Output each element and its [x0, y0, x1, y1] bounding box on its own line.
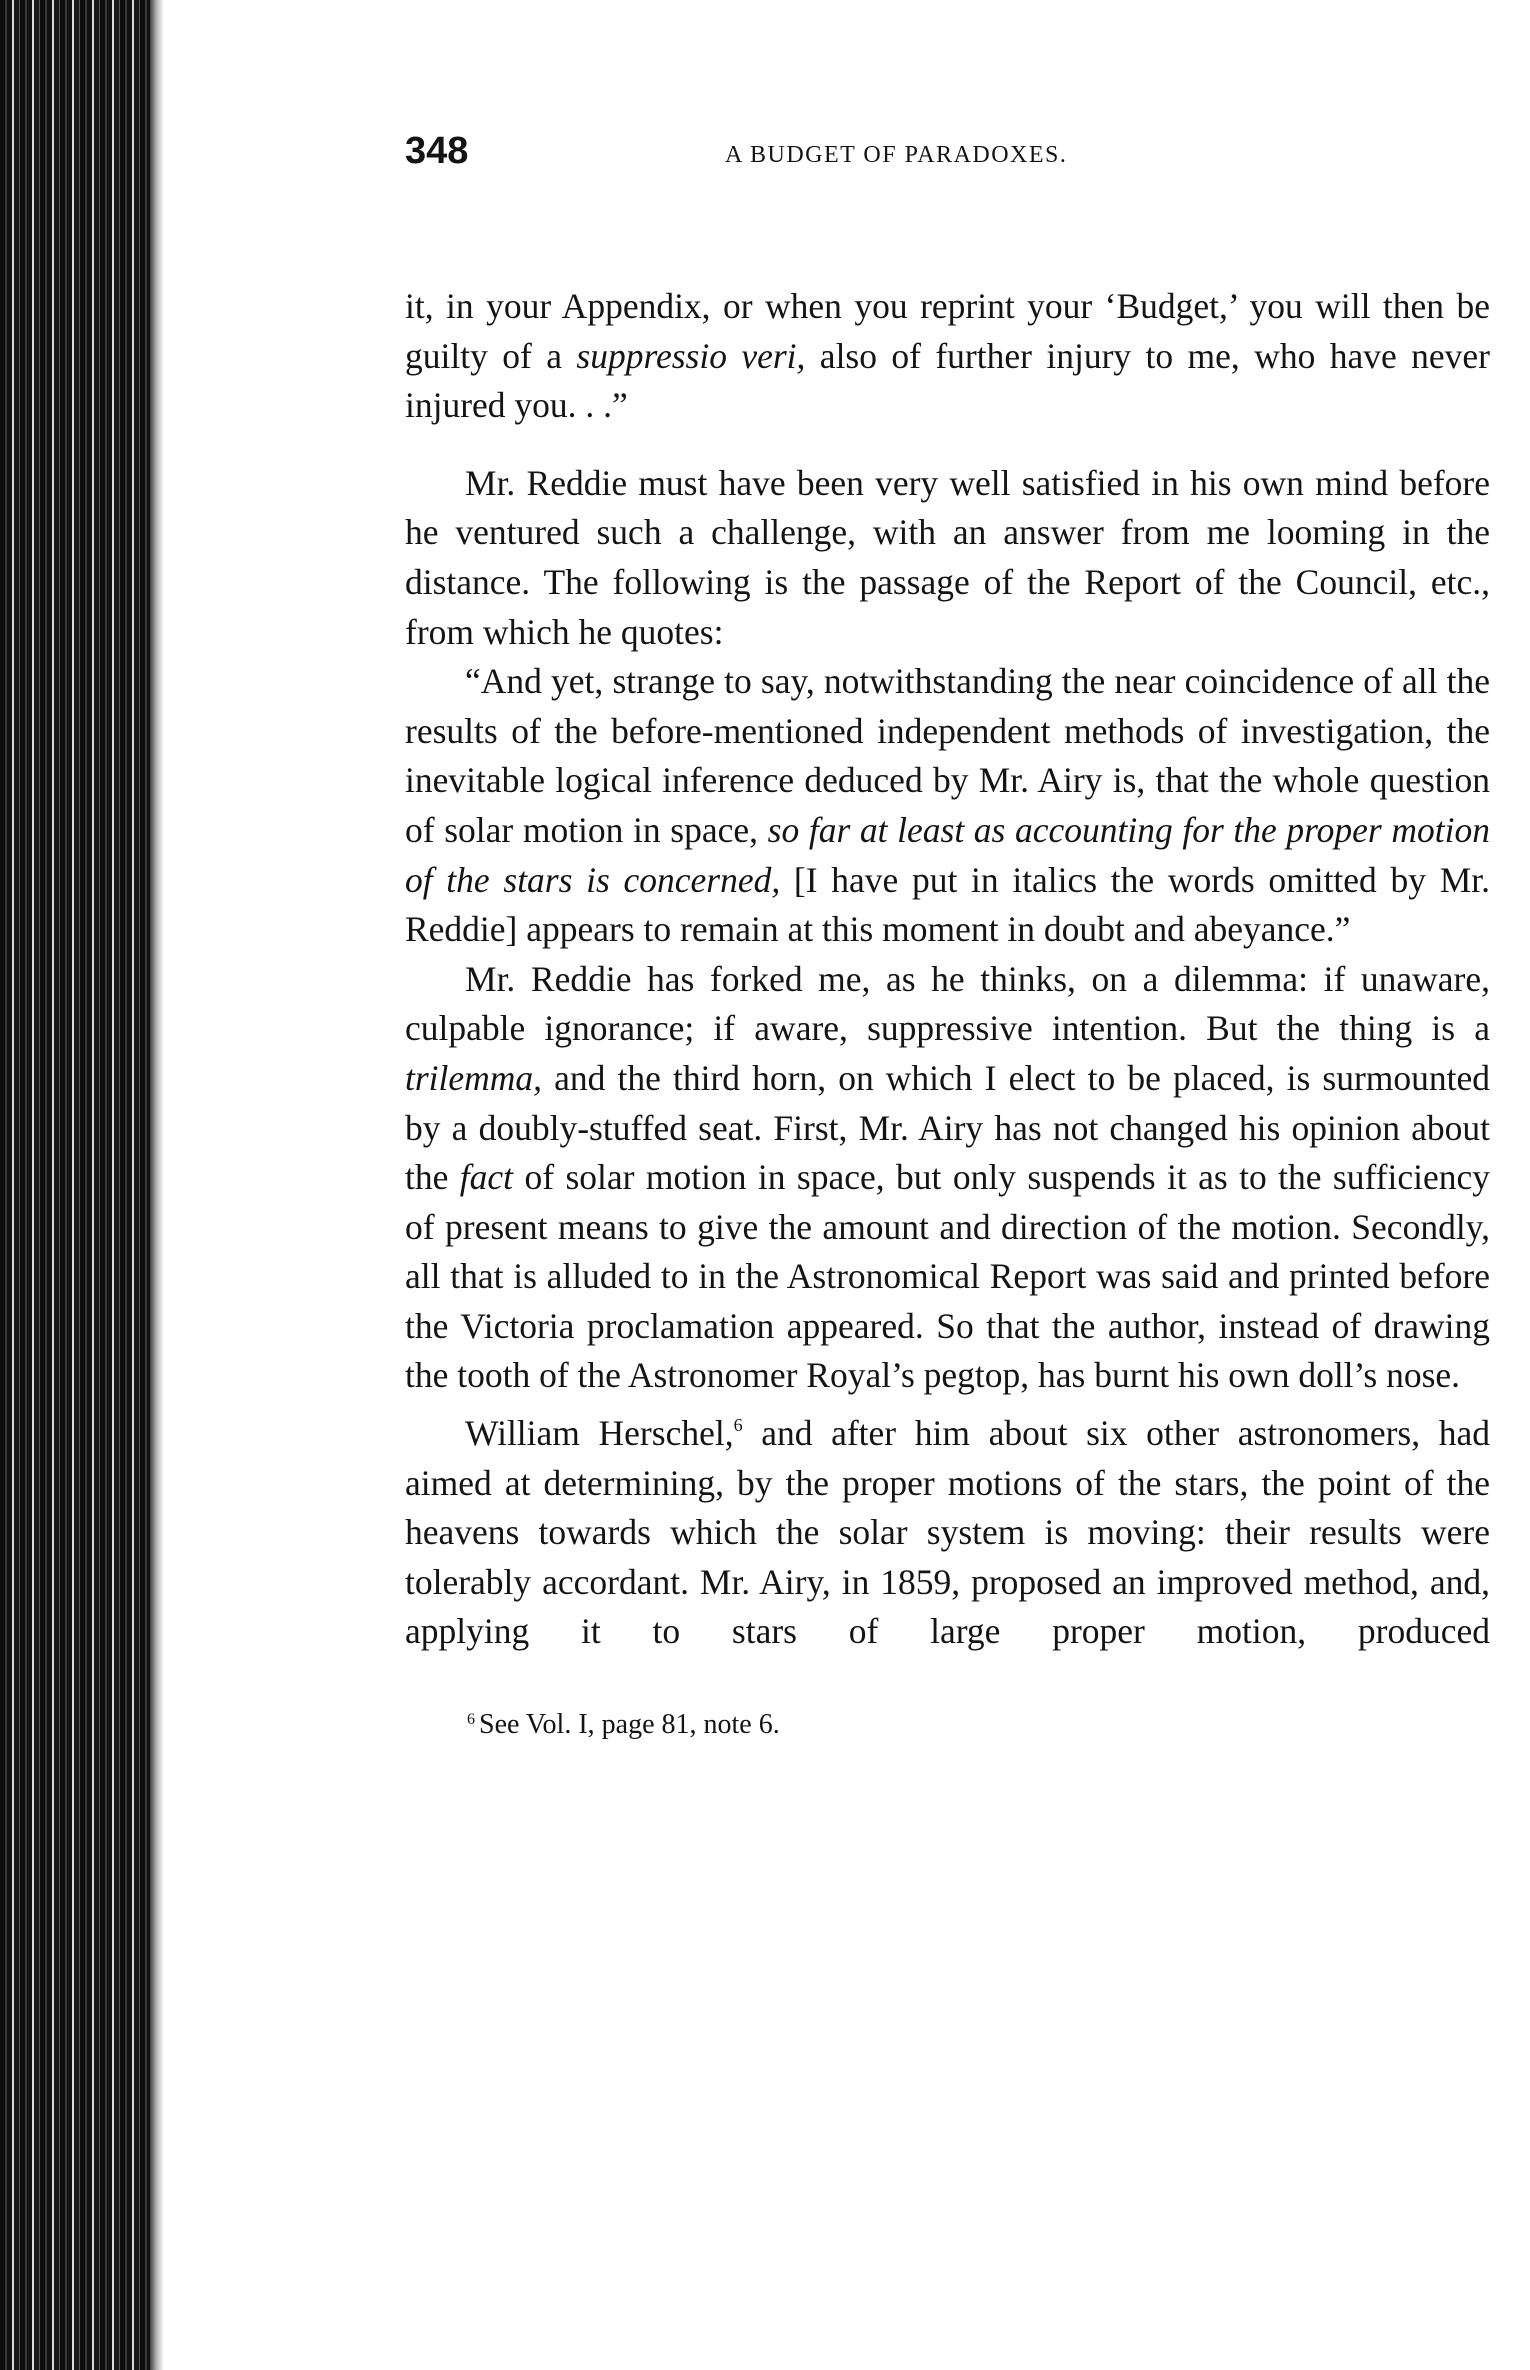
paragraph-5: William Herschel,$^6$ and after him about six other astronomers, had aimed at determining, by the proper motions of the stars, the point of the heavens towards which the solar system is moving: their results were tolerably accordant. Mr. Airy, in 1859, proposed an improved method, and, applying it to stars of large proper motion, produced — [405, 1413, 1490, 1652]
italic-phrase: suppressio veri, — [576, 335, 806, 376]
paragraph-2: Mr. Reddie must have been very well satisfied in his own mind before he ventured such a challenge, with an answer from me looming in the distance. The following is the passage of the Report of the Council, etc., from which he quotes: — [405, 462, 1490, 652]
paragraph-1: it, in your Appendix, or when you reprint your ‘Budget,’ you will then be guilty of a suppressio veri, also of further injury to me, who have never injured you. . .” — [405, 286, 1490, 426]
page-body — [405, 282, 1490, 1657]
italic-word: trilemma, — [405, 1057, 543, 1098]
paragraph-3-quotation: “And yet, strange to say, notwithstanding the near coincidence of all the results of the before-mentioned independent methods of investigation, the inevitable logical inference deduced by Mr. Airy is, that the whole question of solar motion in space, so far at least as accounting for the proper motion of the stars is concerned, [I have put in italics the words omitted by Mr. Reddie] appears to remain at this moment in doubt and abeyance.” — [405, 661, 1490, 950]
gutter-shadow — [150, 0, 164, 2370]
footnote-reference: 6 — [733, 1415, 743, 1436]
footnote-text: See Vol. I, page 81, note 6. — [479, 1709, 780, 1741]
book-binding-gutter — [0, 0, 158, 2370]
running-head: A BUDGET OF PARADOXES. — [725, 142, 1068, 168]
italic-word: fact — [459, 1157, 514, 1198]
book-page — [405, 130, 1490, 1744]
page-header — [405, 130, 1490, 190]
page-number: 348 — [405, 130, 469, 172]
footnote-marker: 6 — [467, 1711, 475, 1729]
paragraph-4: Mr. Reddie has forked me, as he thinks, on a dilemma: if unaware, culpable ignorance; if aware, suppressive intention. But the thing is a trilemma, and the third horn, on which I elect to be placed, is surmounted by a doubly-stuffed seat. First, Mr. Airy has not changed his opinion about the fact of solar motion in space, but only suspends it as to the sufficiency of present means to give the amount and direction of the motion. Secondly, all that is alluded to in the Astronomical Report was said and printed before the Victoria proclamation appeared. So that the author, instead of drawing the tooth of the Astronomer Royal’s pegtop, has burnt his own doll’s nose. — [405, 958, 1490, 1396]
italic-phrase: so far at least as accounting for the proper motion of the stars is concerned, — [405, 809, 1490, 900]
footnote — [405, 1701, 1490, 1744]
